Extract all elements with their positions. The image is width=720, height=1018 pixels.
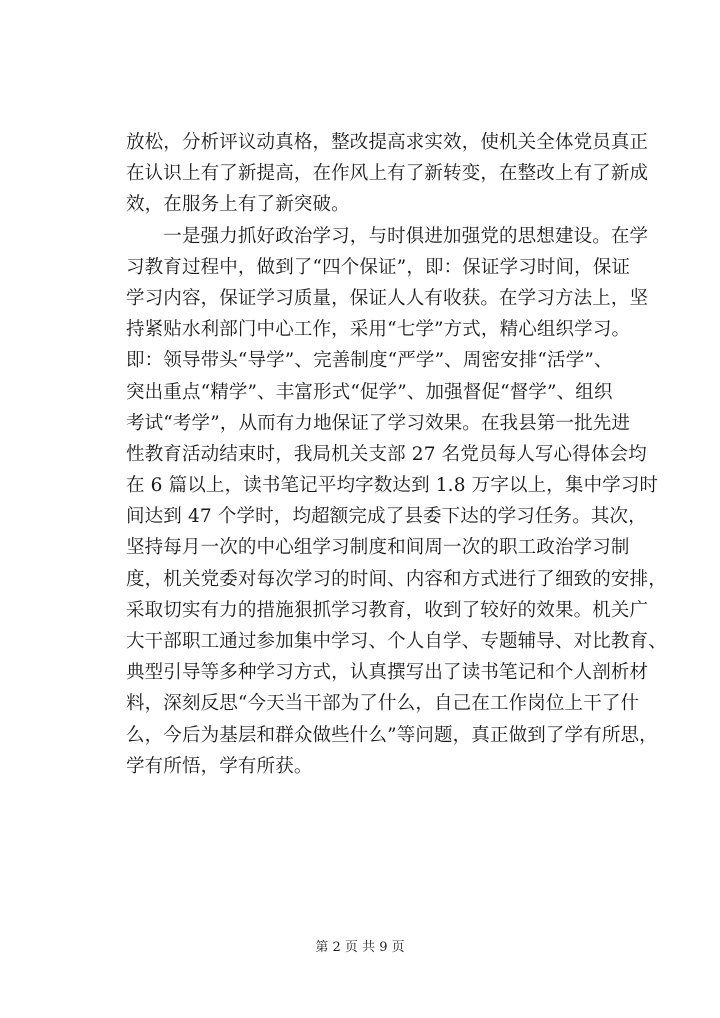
text-line: 料，深刻反思“今天当干部为了什么，自己在工作岗位上干了什 bbox=[126, 693, 640, 715]
text-line: 效，在服务上有了新突破。 bbox=[126, 194, 350, 216]
text-line: 学习内容，保证学习质量，保证人人有收获。在学习方法上，坚 bbox=[126, 287, 649, 309]
text-line: 突出重点“精学”、丰富形式“促学”、加强督促“督学”、组织 bbox=[126, 381, 613, 403]
text-line: 在认识上有了新提高，在作风上有了新转变，在整改上有了新成 bbox=[126, 163, 649, 185]
text-line: 在 6 篇以上，读书笔记平均字数达到 1.8 万字以上，集中学习时 bbox=[126, 475, 659, 497]
text-line: 坚持每月一次的中心组学习制度和间周一次的职工政治学习制 bbox=[126, 537, 630, 559]
text-line: 间达到 47 个学时，均超额完成了县委下达的学习任务。其次， bbox=[126, 506, 647, 528]
text-line: 典型引导等多种学习方式，认真撰写出了读书笔记和个人剖析材 bbox=[126, 662, 649, 684]
text-line: 度，机关党委对每次学习的时间、内容和方式进行了细致的安排， bbox=[126, 568, 667, 590]
text-line: 采取切实有力的措施狠抓学习教育，收到了较好的效果。机关广 bbox=[126, 599, 649, 621]
text-line: 考试“考学”，从而有力地保证了学习效果。在我县第一批先进 bbox=[126, 412, 631, 434]
text-line: 一是强力抓好政治学习，与时俱进加强党的思想建设。在学 bbox=[126, 225, 649, 247]
body-text bbox=[126, 127, 716, 782]
text-line: 习教育过程中，做到了“四个保证”，即：保证学习时间，保证 bbox=[126, 256, 631, 278]
page-footer: 第 2 页 共 9 页 bbox=[315, 940, 405, 955]
text-line: 大干部职工通过参加集中学习、个人自学、专题辅导、对比教育、 bbox=[126, 631, 667, 652]
text-line: 么，今后为基层和群众做些什么”等问题，真正做到了学有所思， bbox=[126, 724, 658, 746]
text-line: 性教育活动结束时，我局机关支部 27 名党员每人写心得体会均 bbox=[126, 443, 647, 465]
text-line: 持紧贴水利部门中心工作，采用“七学”方式，精心组织学习。 bbox=[126, 319, 631, 341]
text-line: 学有所悟，学有所获。 bbox=[126, 755, 313, 777]
text-line: 即：领导带头“导学”、完善制度“严学”、周密安排“活学”、 bbox=[126, 350, 613, 372]
text-line: 放松，分析评议动真格，整改提高求实效，使机关全体党员真正 bbox=[126, 132, 649, 153]
